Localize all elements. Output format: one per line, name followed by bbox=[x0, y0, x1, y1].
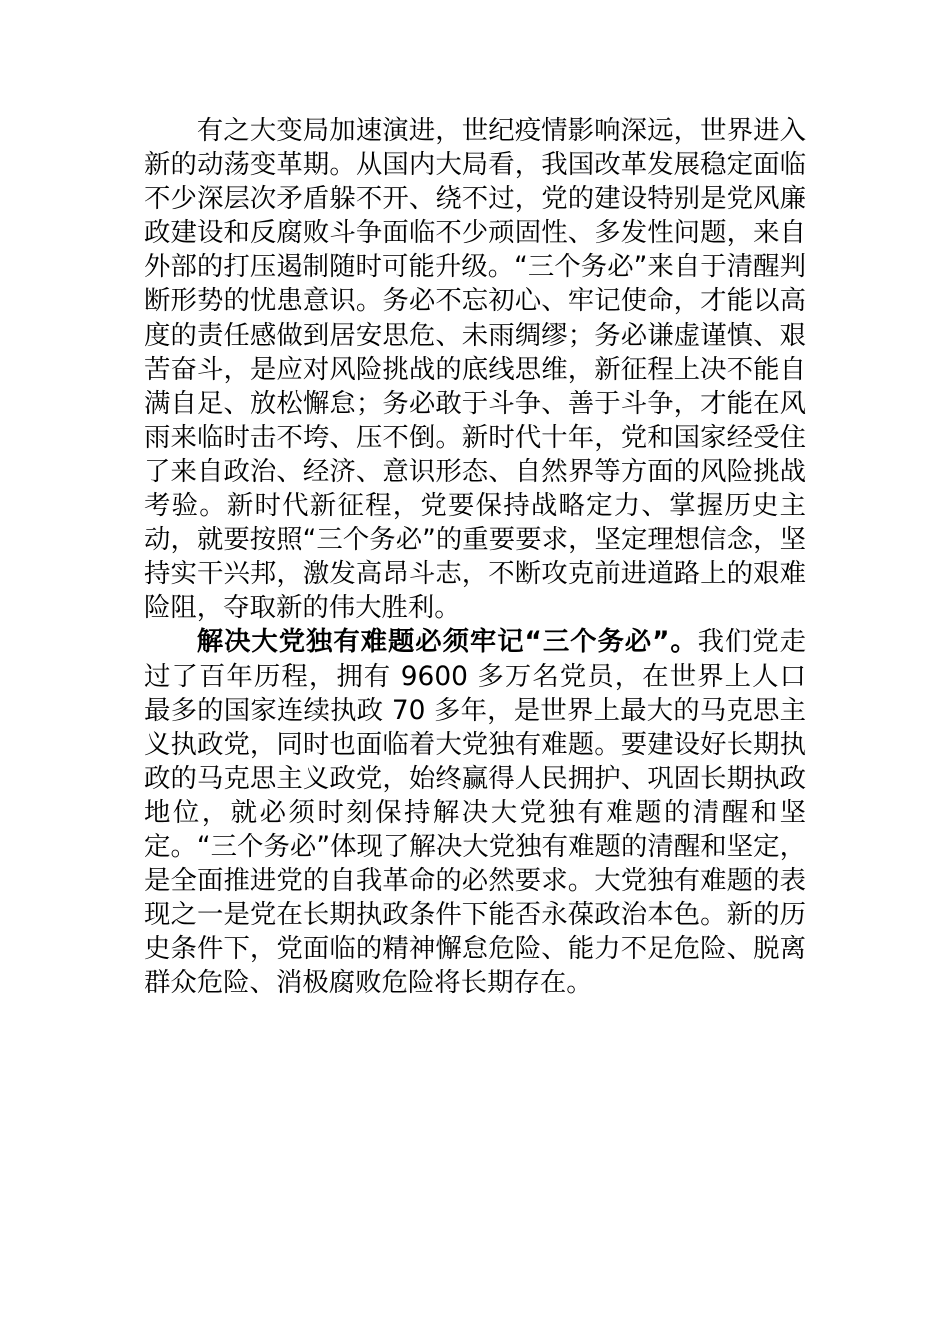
paragraph-2-lead-heading: 解决大党独有难题必须牢记“三个务必”。 bbox=[196, 626, 698, 658]
paragraph-2 bbox=[144, 625, 806, 1000]
paragraph-1 bbox=[144, 114, 806, 625]
paragraph-1-text: 有之大变局加速演进，世纪疫情影响深远，世界进入新的动荡变革期。从国内大局看，我国改革发展稳定面临不少深层次矛盾躲不开、绕不过，党的建设特别是党风廉政建设和反腐败斗争面临不少顽固性、多发性问题，来自外部的打压遏制随时可能升级。“三个务必”来自于清醒判断形势的忧患意识。务必不忘初心、牢记使命，才能以高度的责任感做到居安思危、未雨绸缪；务必谦虚谨慎、艰苦奋斗，是应对风险挑战的底线思维，新征程上决不能自满自足、放松懈怠；务必敢于斗争、善于斗争，才能在风雨来临时击不垮、压不倒。新时代十年，党和国家经受住了来自政治、经济、意识形态、自然界等方面的风险挑战考验。新时代新征程，党要保持战略定力、掌握历史主动，就要按照“三个务必”的重要要求，坚定理想信念，坚持实干兴邦，激发高昂斗志，不断攻克前进道路上的艰难险阻，夺取新的伟大胜利。 bbox=[144, 115, 806, 624]
paragraph-2-text: 我们党走过了百年历程，拥有 9600 多万名党员，在世界上人口最多的国家连续执政 70 多年，是世界上最大的马克思主义执政党，同时也面临着大党独有难题。要建设好长期执政的马克思主义政党，始终赢得人民拥护、巩固长期执政地位，就必须时刻保持解决大党独有难题的清醒和坚定。“三个务必”体现了解决大党独有难题的清醒和坚定，是全面推进党的自我革命的必然要求。大党独有难题的表现之一是党在长期执政条件下能否永葆政治本色。新的历史条件下，党面临的精神懈怠危险、能力不足危险、脱离群众危险、消极腐败危险将长期存在。 bbox=[144, 626, 806, 999]
document-body bbox=[144, 114, 806, 1000]
